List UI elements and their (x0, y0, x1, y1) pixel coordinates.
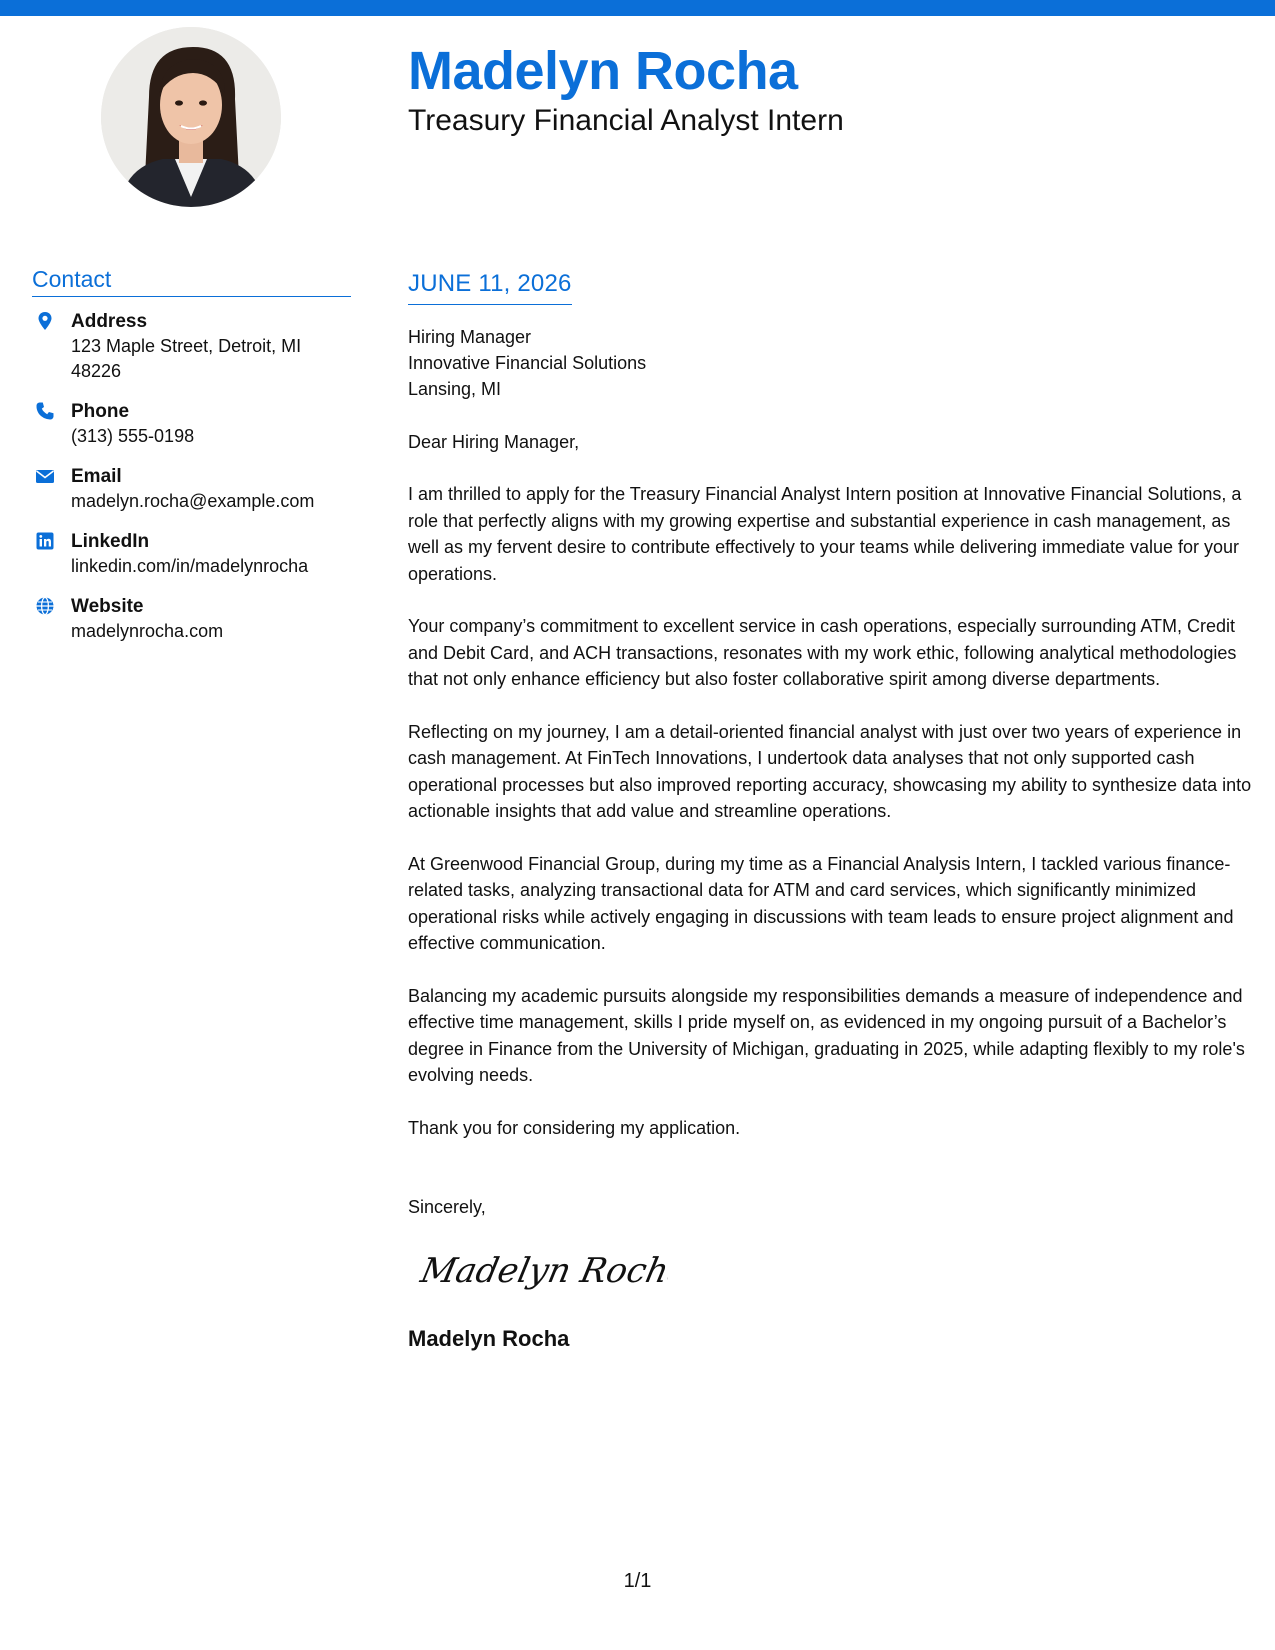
recipient-line: Lansing, MI (408, 379, 502, 399)
phone-icon (35, 401, 55, 421)
contact-item-website (32, 594, 351, 644)
salutation: Dear Hiring Manager, (408, 432, 580, 452)
contact-item-phone (32, 399, 351, 449)
letter-paragraph: Reflecting on my journey, I am a detail-oriented financial analyst with just over two years of experience in cash management. At FinTech Innovations, I undertook data analyses that not only supported cash operational processes but also improved reporting accuracy, showcasing my ability to synthesize data into actionable insights that add value and streamline operations. (408, 721, 1252, 821)
contact-value: 123 Maple Street, Detroit, MI 48226 (71, 336, 302, 381)
recipient-block (408, 324, 1253, 402)
letter-body (408, 270, 1253, 1352)
contact-label: Email (71, 466, 122, 487)
signature-text: Madelyn Rocha (418, 1251, 668, 1291)
signed-name: Madelyn Rocha (408, 1326, 570, 1351)
contact-item-linkedin (32, 529, 351, 579)
letter-date: JUNE 11, 2026 (408, 270, 572, 305)
letter-paragraph: At Greenwood Financial Group, during my time as a Financial Analysis Intern, I tackled various finance-related tasks, analyzing transactional data for ATM and card services, which significantly minimized operational risks while actively engaging in discussions with team leads to ensure project alignment and effective communication. (408, 853, 1234, 953)
page-number: 1/1 (623, 1570, 652, 1592)
letter-paragraph: Your company’s commitment to excellent service in cash operations, especially surrounding ATM, Credit and Debit Card, and ACH transactions, resonates with my work ethic, following analytical methodologies that not only enhance efficiency but also foster collaborative spirit among diverse departments. (408, 616, 1237, 689)
recipient-line: Hiring Manager (408, 327, 532, 347)
candidate-name: Madelyn Rocha (408, 41, 798, 101)
contact-value: madelyn.rocha@example.com (71, 491, 315, 511)
recipient-line: Innovative Financial Solutions (408, 353, 647, 373)
contact-label: LinkedIn (71, 531, 150, 552)
contact-item-email (32, 464, 351, 514)
globe-icon (35, 596, 55, 616)
contact-item-address (32, 309, 351, 384)
letter-paragraph: Balancing my academic pursuits alongside my responsibilities demands a measure of independence and effective time management, skills I pride myself on, as evidenced in my ongoing pursuit of a Bachelor’s degree in Finance from the University of Michigan, graduating in 2025, while adapting flexibly to my role's evolving needs. (408, 985, 1245, 1085)
letter-paragraph: Thank you for considering my application. (408, 1117, 741, 1138)
linkedin-icon (35, 531, 55, 551)
profile-photo (101, 27, 281, 207)
job-title: Treasury Financial Analyst Intern (408, 104, 844, 137)
handwritten-signature (418, 1240, 668, 1300)
contact-label: Phone (71, 401, 130, 422)
top-accent-bar (0, 0, 1275, 16)
contact-heading: Contact (32, 266, 351, 297)
contact-sidebar (32, 266, 351, 659)
map-pin-icon (35, 311, 55, 331)
contact-value: madelynrocha.com (71, 621, 224, 641)
contact-value: (313) 555-0198 (71, 426, 195, 446)
contact-label: Website (71, 596, 144, 617)
closing: Sincerely, (408, 1197, 486, 1217)
contact-value: linkedin.com/in/madelynrocha (71, 556, 309, 576)
contact-label: Address (71, 311, 148, 332)
letter-paragraph: I am thrilled to apply for the Treasury Financial Analyst Intern position at Innovative Financial Solutions, a role that perfectly aligns with my growing expertise and substantial experience in cash management, as well as my fervent desire to contribute effectively to your teams while delivering immediate value for your operations. (408, 484, 1242, 584)
envelope-icon (35, 466, 55, 486)
